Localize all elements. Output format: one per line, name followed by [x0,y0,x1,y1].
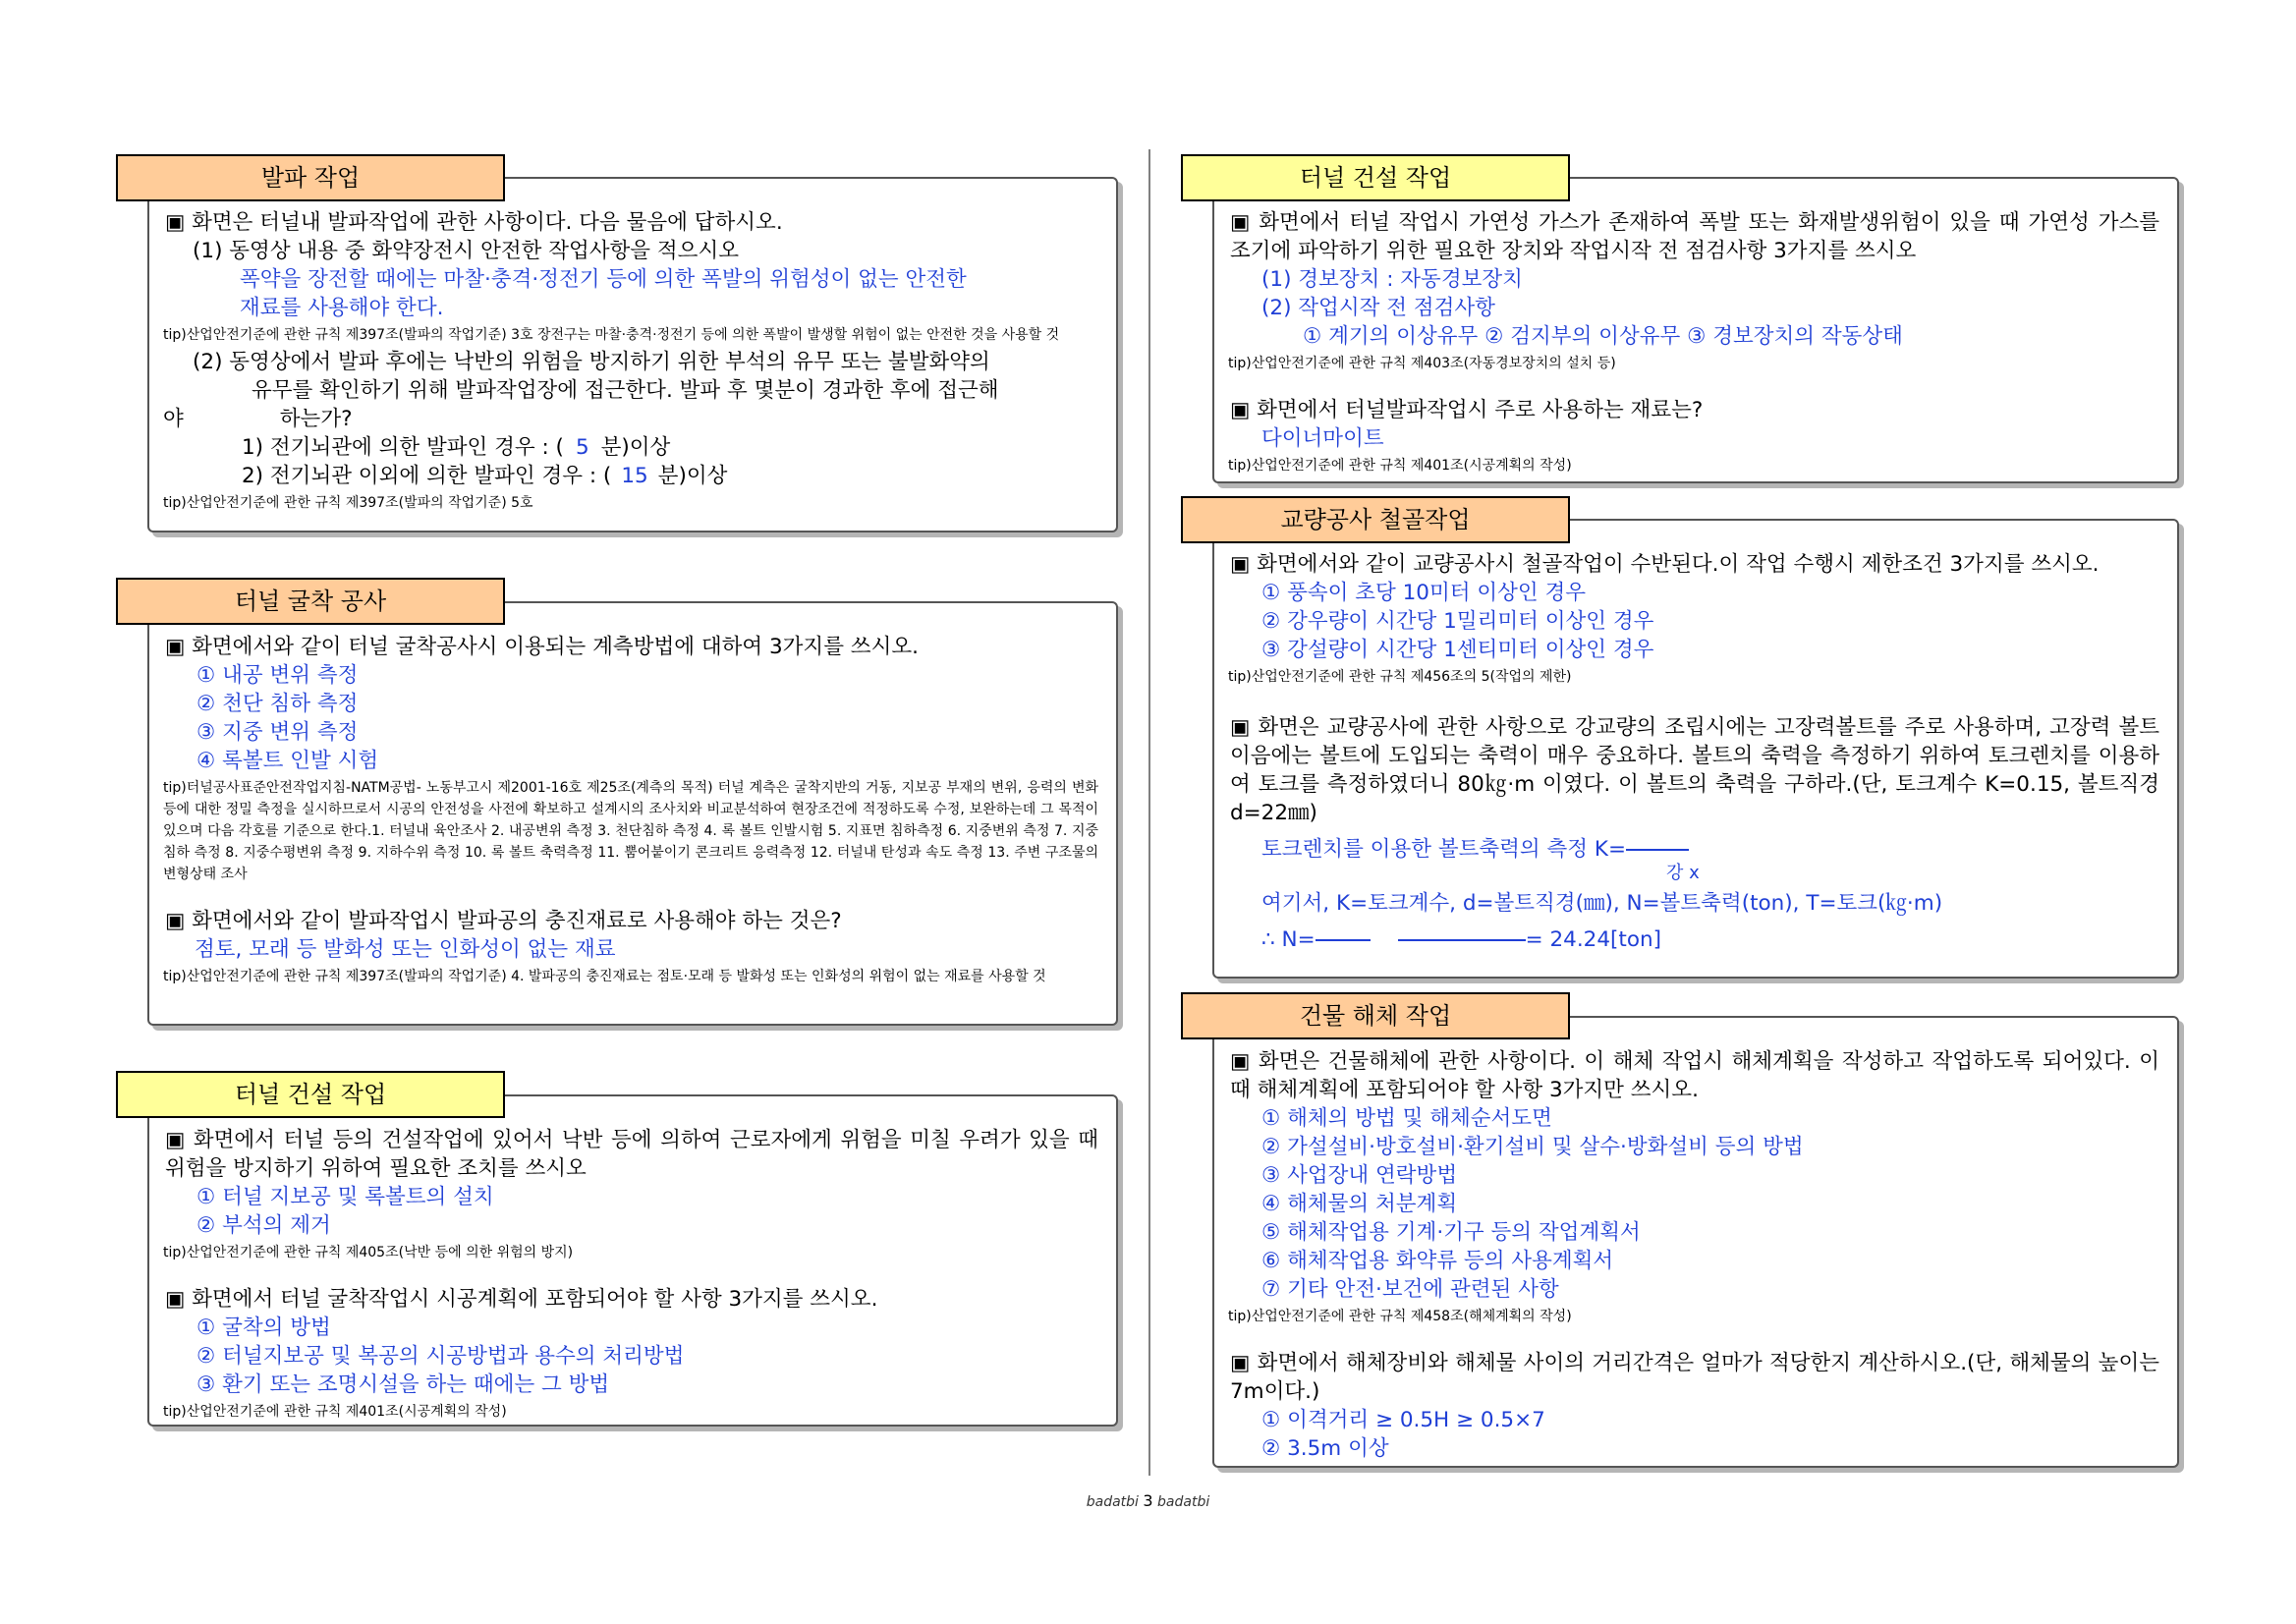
footer-left-text: badatbi [1086,1494,1139,1510]
answer-item: ② 3.5m 이상 [1261,1436,1389,1461]
answer-item: ② 터널지보공 및 복공의 시공방법과 용수의 처리방법 [196,1344,685,1369]
answer-item: ① 풍속이 초당 10미터 이상인 경우 [1261,581,1587,605]
section-title-tunnel-left: 터널 건설 작업 [116,1071,505,1118]
section-title-tunnel-right: 터널 건설 작업 [1181,154,1570,201]
answer-suffix: 분)이상 [600,435,671,460]
tip-note: tip)산업안전기준에 관한 규칙 제401조(시공계획의 작성) [1228,458,1572,474]
sub-question: (1) 동영상 내용 중 화약장전시 안전한 작업사항을 적으시오 [193,239,739,263]
formula-line [1228,925,2159,954]
tip-note: tip)터널공사표준안전작업지침-NATM공법- 노동부고시 제2001-16호 제25조(계측의 목적) 터널 계측은 굴착지반의 거동, 지보공 부재의 변위, 응력의 변화 등에 대한 정밀 측정을 실시하므로서 시공의 안전성을 사전에 확보하고 설계시의 조사치와 비교분석하여 현장조건에 적정하도록 수정, 보완하는데 그 목적이 있으며 다음 각호를 기준으로 한다.1. 터널내 육안조사 2. 내공변위 측정 3. 천단침하 측정 4. 록 볼트 인발시험 5. 지표면 침하측정 6. 지중변위 측정 7. 지중침하 측정 8. 지중수평변위 측정 9. 지하수위 측정 10. 록 볼트 축력측정 11. 뿜어붙이기 콘크리트 응력측정 12. 터널내 탄성과 속도 측정 13. 주변 구조물의 변형상태 조사 [163,780,1098,882]
answer-item: ① 계기의 이상유무 ② 검지부의 이상유무 ③ 경보장치의 작동상태 [1303,324,1903,349]
formula-text: ∴ N= [1261,927,1316,952]
answer-item: ② 가설설비·방호설비·환기설비 및 살수·방화설비 등의 방법 [1261,1135,1804,1159]
answer-item: ① 굴착의 방법 [196,1316,331,1340]
tip-note: tip)산업안전기준에 관한 규칙 제397조(발파의 작업기준) 4. 발파공의 충진재료는 점토·모래 등 발화성 또는 인화성의 위험이 없는 재료를 사용할 것 [163,969,1046,984]
tunnel-construction-left-section [147,1094,1118,1427]
answer-item: ② 천단 침하 측정 [196,692,359,716]
answer-item: ② 강우량이 시간당 1밀리미터 이상인 경우 [1261,609,1654,634]
question: ▣ 화면에서와 같이 터널 굴착공사시 이용되는 계측방법에 대하여 3가지를 쓰시오. [165,635,919,659]
tip-note: tip)산업안전기준에 관한 규칙 제397조(발파의 작업기준) 3호 장전구는 마찰·충격·정전기 등에 의한 폭발이 발생할 위험이 없는 안전한 것을 사용할 것 [163,327,1060,343]
fraction-bar [1398,939,1526,941]
formula-line: 여기서, K=토크계수, d=볼트직경(㎜), N=볼트축력(ton), T=토크(㎏·m) [1261,891,1943,916]
page-footer [0,1491,2296,1510]
answer-item: ④ 록볼트 인발 시험 [196,749,379,773]
text-fragment: 하는가? [279,407,353,431]
section-title-blasting: 발파 작업 [116,154,505,201]
sub-question-cont [163,405,1098,433]
tip-note: tip)산업안전기준에 관한 규칙 제403조(자동경보장치의 설치 등) [1228,356,1616,371]
question: ▣ 화면에서 터널발파작업시 주로 사용하는 재료는? [1230,398,1704,422]
answer-item: ⑥ 해체작업용 화약류 등의 사용계획서 [1261,1249,1614,1273]
tip-note: tip)산업안전기준에 관한 규칙 제401조(시공계획의 작성) [163,1404,507,1420]
footer-right-text: badatbi [1157,1494,1210,1510]
answer-text: 다이너마이트 [1261,426,1384,451]
answer-item: ① 내공 변위 측정 [196,663,359,688]
question: ▣ 화면에서 터널 등의 건설작업에 있어서 낙반 등에 의하여 근로자에게 위험을 미칠 우려가 있을 때 위험을 방지하기 위하여 필요한 조치를 쓰시오 [165,1128,1098,1181]
answer-item: ① 해체의 방법 및 해체순서도면 [1261,1106,1552,1131]
answer-text: 폭약을 장전할 때에는 마찰·충격·정전기 등에 의한 폭발의 위험성이 없는 안전한 [240,267,967,292]
answer-item: ⑤ 해체작업용 기계·기구 등의 작업계획서 [1261,1220,1641,1245]
page-number: 3 [1143,1491,1153,1510]
answer-item: ④ 해체물의 처분계획 [1261,1192,1458,1216]
answer-line [163,462,1098,490]
demolition-section [1212,1016,2179,1468]
fraction-bar [1316,939,1371,941]
answer-item: ③ 사업장내 연락방법 [1261,1163,1458,1188]
sub-question-cont: 유무를 확인하기 위해 발파작업장에 접근한다. 발파 후 몇분이 경과한 후에 접근해 [252,378,999,403]
question: ▣ 화면에서와 같이 발파작업시 발파공의 충진재료로 사용해야 하는 것은? [165,909,842,933]
question: ▣ 화면에서 해체장비와 해체물 사이의 거리간격은 얼마가 적당한지 계산하시오.(단, 해체물의 높이는 7m이다.) [1230,1351,2159,1404]
column-divider [1148,149,1150,1476]
sub-question: (2) 동영상에서 발파 후에는 낙반의 위험을 방지하기 위한 부석의 유무 또는 불발화약의 [193,350,990,374]
answer-item: (2) 작업시작 전 점검사항 [1261,296,1495,320]
excavation-section [147,601,1118,1026]
answer-item: (1) 경보장치 : 자동경보장치 [1261,267,1523,292]
question: ▣ 화면은 건물해체에 관한 사항이다. 이 해체 작업시 해체계획을 작성하고 작업하도록 되어있다. 이 때 해체계획에 포함되어야 할 사항 3가지만 쓰시오. [1230,1049,2159,1102]
question: ▣ 화면에서 터널 작업시 가연성 가스가 존재하여 폭발 또는 화재발생위험이 있을 때 가연성 가스를 조기에 파악하기 위한 필요한 장치와 작업시작 전 점검사항 3가지를 쓰시오 [1230,210,2159,263]
answer-item: ① 터널 지보공 및 록볼트의 설치 [196,1185,494,1209]
bridge-steel-section [1212,519,2179,979]
answer-text: 점토, 모래 등 발화성 또는 인화성이 없는 재료 [195,937,616,962]
section-title-excavation: 터널 굴착 공사 [116,578,505,625]
answer-item: ① 이격거리 ≥ 0.5H ≥ 0.5×7 [1261,1408,1545,1432]
formula-denominator: 강 x [1666,863,1700,883]
answer-label: 2) 전기뇌관 이외에 의한 발파인 경우 : ( [242,464,612,488]
question: ▣ 화면에서 터널 굴착작업시 시공계획에 포함되어야 할 사항 3가지를 쓰시오. [165,1287,878,1312]
answer-line [163,433,1098,462]
formula-line [1228,835,2159,864]
blasting-section [147,177,1118,532]
answer-item: ③ 지중 변위 측정 [196,720,359,745]
tip-note: tip)산업안전기준에 관한 규칙 제405조(낙반 등에 의한 위험의 방지) [163,1245,574,1260]
answer-value: 15 [621,464,648,488]
tip-note: tip)산업안전기준에 관한 규칙 제397조(발파의 작업기준) 5호 [163,495,533,511]
answer-label: 1) 전기뇌관에 의한 발파인 경우 : ( [242,435,564,460]
answer-item: ② 부석의 제거 [196,1213,331,1238]
question: ▣ 화면은 터널내 발파작업에 관한 사항이다. 다음 물음에 답하시오. [165,210,783,235]
tunnel-construction-right-section [1212,177,2179,483]
formula-result: = 24.24[ton] [1525,927,1662,952]
answer-text: 재료를 사용해야 한다. [240,296,444,320]
answer-item: ③ 강설량이 시간당 1센티미터 이상인 경우 [1261,638,1654,662]
answer-item: ⑦ 기타 안전·보건에 관련된 사항 [1261,1277,1559,1302]
text-fragment: 야 [163,407,184,431]
answer-value: 5 [575,435,589,460]
formula-text: 토크렌치를 이용한 볼트축력의 측정 K= [1261,837,1626,862]
answer-item: ③ 환기 또는 조명시설을 하는 때에는 그 방법 [196,1372,610,1397]
tip-note: tip)산업안전기준에 관한 규칙 제456조의 5(작업의 제한) [1228,669,1572,685]
section-title-demolition: 건물 해체 작업 [1181,992,1570,1039]
question: ▣ 화면에서와 같이 교량공사시 철골작업이 수반된다.이 작업 수행시 제한조건 3가지를 쓰시오. [1230,552,2100,577]
tip-note: tip)산업안전기준에 관한 규칙 제458조(해체계획의 작성) [1228,1309,1572,1324]
fraction-bar [1626,849,1689,851]
section-title-bridge: 교량공사 철골작업 [1181,496,1570,543]
answer-suffix: 분)이상 [657,464,728,488]
question: ▣ 화면은 교량공사에 관한 사항으로 강교량의 조립시에는 고장력볼트를 주로 사용하며, 고장력 볼트 이음에는 볼트에 도입되는 축력이 매우 중요하다. 볼트의 축력을 측정하기 위하여 토크렌치를 이용하여 토크를 측정하였더니 80㎏·m 이였다. 이 볼트의 축력을 구하라.(단, 토크계수 K=0.15, 볼트직경 d=22㎜) [1230,715,2159,825]
